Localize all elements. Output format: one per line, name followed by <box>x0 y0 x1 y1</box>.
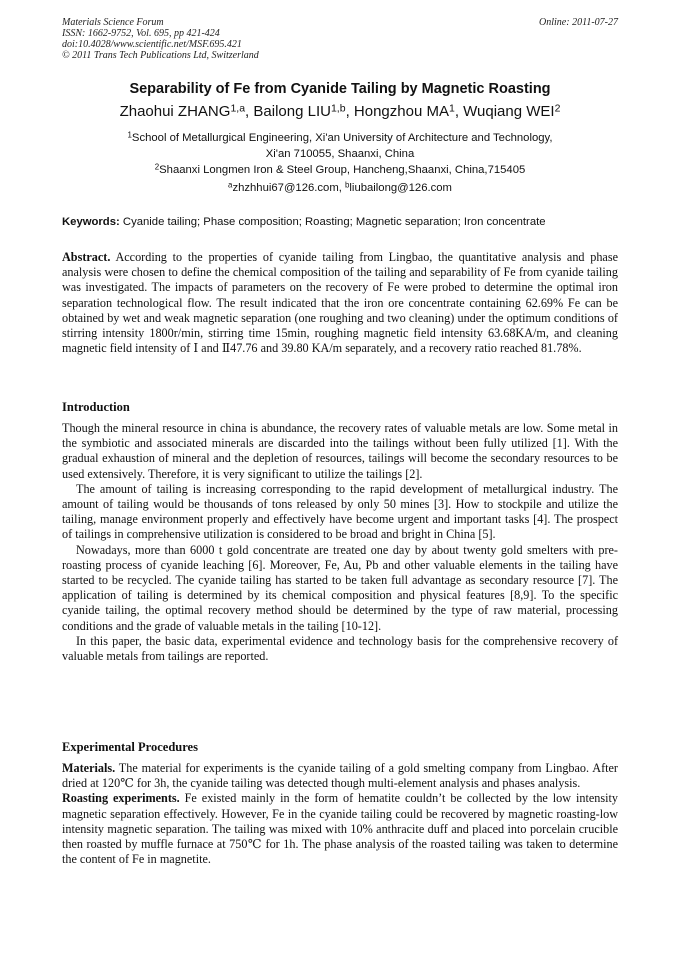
author-list <box>62 102 618 122</box>
email-a: zhzhhui67@126.com, <box>232 182 346 194</box>
intro-paragraph-3: Nowadays, more than 6000 t gold concentrate are treated one day by about twenty gold smelters with pre-roasting process of cyanide leaching [6]. Moreover, Fe, Au, Pb and other valuable elements in the tailing have started to be recycled. The cyanide tailing has started to be taken full advantage as secondary resource [7]. The application of tailing is determined by its chemical composition and physical features [8,9]. To the specific cyanide tailing, the optimal recovery method should be determined by the type of raw material, processing conditions and the grade of valuable metals in the tailing [10-12]. <box>62 542 618 633</box>
issn-info: ISSN: 1662-9752, Vol. 695, pp 421-424 <box>62 28 220 39</box>
keywords-label: Keywords: <box>62 216 120 228</box>
introduction-body <box>62 421 618 664</box>
journal-header <box>62 17 618 61</box>
journal-name: Materials Science Forum <box>62 17 164 28</box>
intro-paragraph-4: In this paper, the basic data, experimental evidence and technology basis for the comprehensive recovery of valuable metals from tailings are reported. <box>62 633 618 664</box>
abstract-text: According to the properties of cyanide tailing from Lingbao, the quantitative analysis and phase analysis were chosen to define the chemical composition of the tailing and separability of Fe from cyanide tailing was investigated. The impacts of parameters on the recovery of Fe were probed to determine the optimal iron separation technological flow. The result indicated that the iron ore concentrate containing 62.69% Fe can be obtained by wet and weak magnetic separation (one roughing and two cleaning) under the optimum conditions of stirring intensity 1800r/min, stirring time 15min, roughing magnetic field intensity 63.68KA/m, and cleaning magnetic field intensity of Ⅰ and Ⅱ47.76 and 39.80 KA/m separately, and a recovery ratio reached 81.78%. <box>62 250 618 356</box>
author-emails: $^a$zhzhhui67@126.com, $^b$liubailong@126.com <box>228 180 452 194</box>
affiliation-1-line-1: $^1$School of Metallurgical Engineering, Xi'an University of Architecture and Technology, <box>127 130 553 144</box>
copyright-info: © 2011 Trans Tech Publications Ltd, Switzerland <box>62 50 259 61</box>
roasting-paragraph: Roasting experiments. Fe existed mainly in the form of hematite couldn’t be collected by the low intensity magnetic separation effectively. However, Fe in the cyanide tailing could be recovered by magnetic roasting-low intensity magnetic separation. The tailing was mixed with 10% anthracite duff and placed into porcelain crucible then roasted by muffle furnace at 750℃ for 1h. The phase analysis of the roasted tailing was taken to determine the content of Fe in magnetite. <box>62 791 618 867</box>
author-3: Hongzhou $MA^1$, <box>353 102 464 120</box>
experimental-heading: Experimental Procedures <box>62 740 198 754</box>
affiliation-1-line-2: Xi'an 710055, Shaanxi, China <box>265 148 415 160</box>
affiliation-2: $^2$Shaanxi Longmen Iron & Steel Group, Hancheng,Shaanxi, China,715405 <box>154 162 526 176</box>
author-4: Wuqiang WEI$^2$ <box>463 102 561 120</box>
introduction-heading: Introduction <box>62 400 130 414</box>
paper-title: Separability of Fe from Cyanide Tailing by Magnetic Roasting <box>129 81 551 97</box>
keywords <box>62 214 618 230</box>
online-date: Online: 2011-07-27 <box>539 17 618 28</box>
email-b: liubailong@126.com <box>349 182 452 194</box>
affiliations <box>62 130 618 178</box>
intro-paragraph-1: Though the mineral resource in china is abundance, the recovery rates of valuable metals are low. Some metal in the symbiotic and associated minerals are discarded into the tailings without been fully utilized [1]. With the gradual exhaustion of mineral and the depletion of resources, tailings will become the secondary resources to be used extensively. Therefore, it is very significant to utilize the tailings [2]. <box>62 421 618 481</box>
author-2: Bailong LIU$^{1,b}$, <box>253 102 354 120</box>
abstract-label: Abstract. <box>62 250 111 264</box>
materials-paragraph: Materials. The material for experiments is the cyanide tailing of a gold smelting company from Lingbao. After dried at 120℃ for 3h, the cyanide tailing was detected though multi-element analysis and phases analysis. <box>62 761 618 791</box>
abstract <box>62 250 618 356</box>
author-1: Zhaohui ZHANG$^{1,a}$, <box>119 102 254 120</box>
doi-info: doi:10.4028/www.scientific.net/MSF.695.421 <box>62 39 242 50</box>
intro-paragraph-2: The amount of tailing is increasing corresponding to the rapid development of metallurgical industry. The amount of tailing would be thousands of tons released by only 50 mines [3]. How to stockpile and utilize the tailing, manage environment properly and effectively have become urgent and important tasks [4]. The prospect of tailings in comprehensive utilization is considered to be broad and bright in China [5]. <box>62 481 618 542</box>
keywords-text: Cyanide tailing; Phase composition; Roasting; Magnetic separation; Iron concentrate <box>119 216 546 228</box>
experimental-body <box>62 761 618 867</box>
